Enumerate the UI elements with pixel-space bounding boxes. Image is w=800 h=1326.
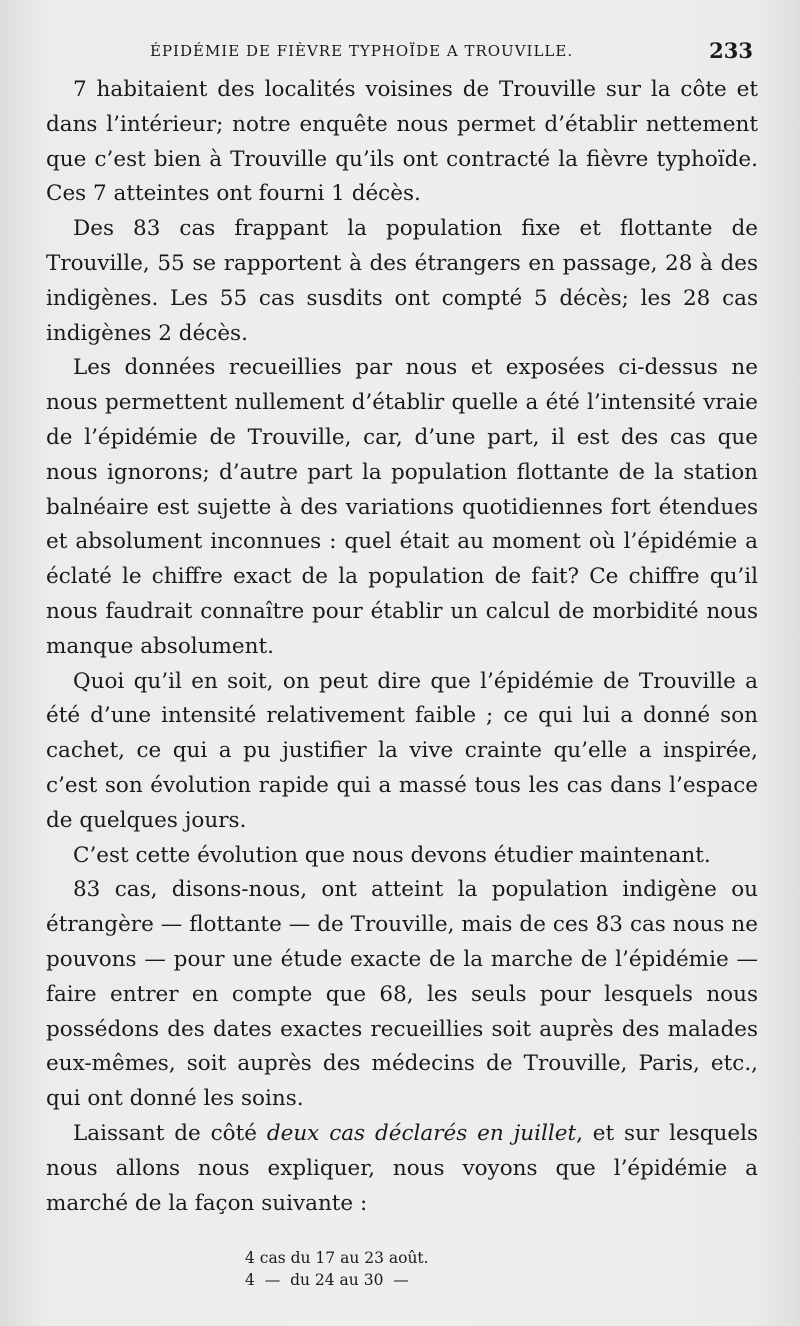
case-table bbox=[245, 1247, 429, 1291]
paragraph-1: 7 habitaient des localités voisines de Trouville sur la côte et dans l’intérieur; notre enquête nous permet d’établir nettement que c’est bien à Trouville qu’ils ont contracté la fièvre typhoïde. Ces 7 atteintes ont fourni 1 décès. bbox=[46, 77, 758, 207]
running-head bbox=[0, 38, 800, 68]
paragraph-6: 83 cas, disons-nous, ont atteint la population indigène ou étrangère — flottante — de Trouville, mais de ces 83 cas nous ne pouvons — pour une étude exacte de la marche de l’épidémie — faire entrer en compte que 68, les seuls pour lesquels nous possédons des dates exactes recueillies soit auprès des malades eux-mêmes, soit auprès des médecins de Trouville, Paris, etc., qui ont donné les soins. bbox=[46, 877, 758, 1112]
paragraph-7-end: , et sur lesquels nous allons nous expliquer, nous voyons que l’épidémie a marché de la façon suivante : bbox=[46, 1120, 758, 1216]
paragraph-3: Les données recueillies par nous et exposées ci-dessus ne nous permettent nullement d’établir quelle a été l’intensité vraie de l’épidémie de Trouville, car, d’une part, il est des cas que nous ignorons; d’autre part la population flottante de la station balnéaire est sujette à des variations quotidiennes fort étendues et absolument inconnues : quel était au moment où l’épidémie a éclaté le chiffre exact de la population de fait? Ce chiffre qu’il nous faudrait connaître pour établir un calcul de morbidité nous manque absolument. bbox=[46, 355, 758, 659]
paragraph-7-italic: deux cas déclarés en juillet bbox=[266, 1120, 577, 1146]
paragraph-7-start: Laissant de côté bbox=[73, 1120, 267, 1146]
table-row: 4 — du 24 au 30 — bbox=[245, 1271, 409, 1289]
page-number: 233 bbox=[709, 38, 753, 63]
table-row: 4 cas du 17 au 23 août. bbox=[245, 1249, 429, 1267]
paragraph-7 bbox=[46, 1117, 758, 1221]
running-title: ÉPIDÉMIE DE FIÈVRE TYPHOÏDE A TROUVILLE. bbox=[150, 42, 574, 60]
paragraph-2: Des 83 cas frappant la population fixe et flottante de Trouville, 55 se rapportent à des étrangers en passage, 28 à des indigènes. Les 55 cas susdits ont compté 5 décès; les 28 cas indigènes 2 décès. bbox=[46, 216, 758, 346]
paragraph-4: Quoi qu’il en soit, on peut dire que l’épidémie de Trouville a été d’une intensité relativement faible ; ce qui lui a donné son cachet, ce qui a pu justifier la vive crainte qu’elle a inspirée, c’est son évolution rapide qui a massé tous les cas dans l’espace de quelques jours. bbox=[46, 668, 758, 833]
paragraph-5: C’est cette évolution que nous devons étudier maintenant. bbox=[73, 842, 711, 868]
body-text bbox=[46, 73, 758, 1221]
